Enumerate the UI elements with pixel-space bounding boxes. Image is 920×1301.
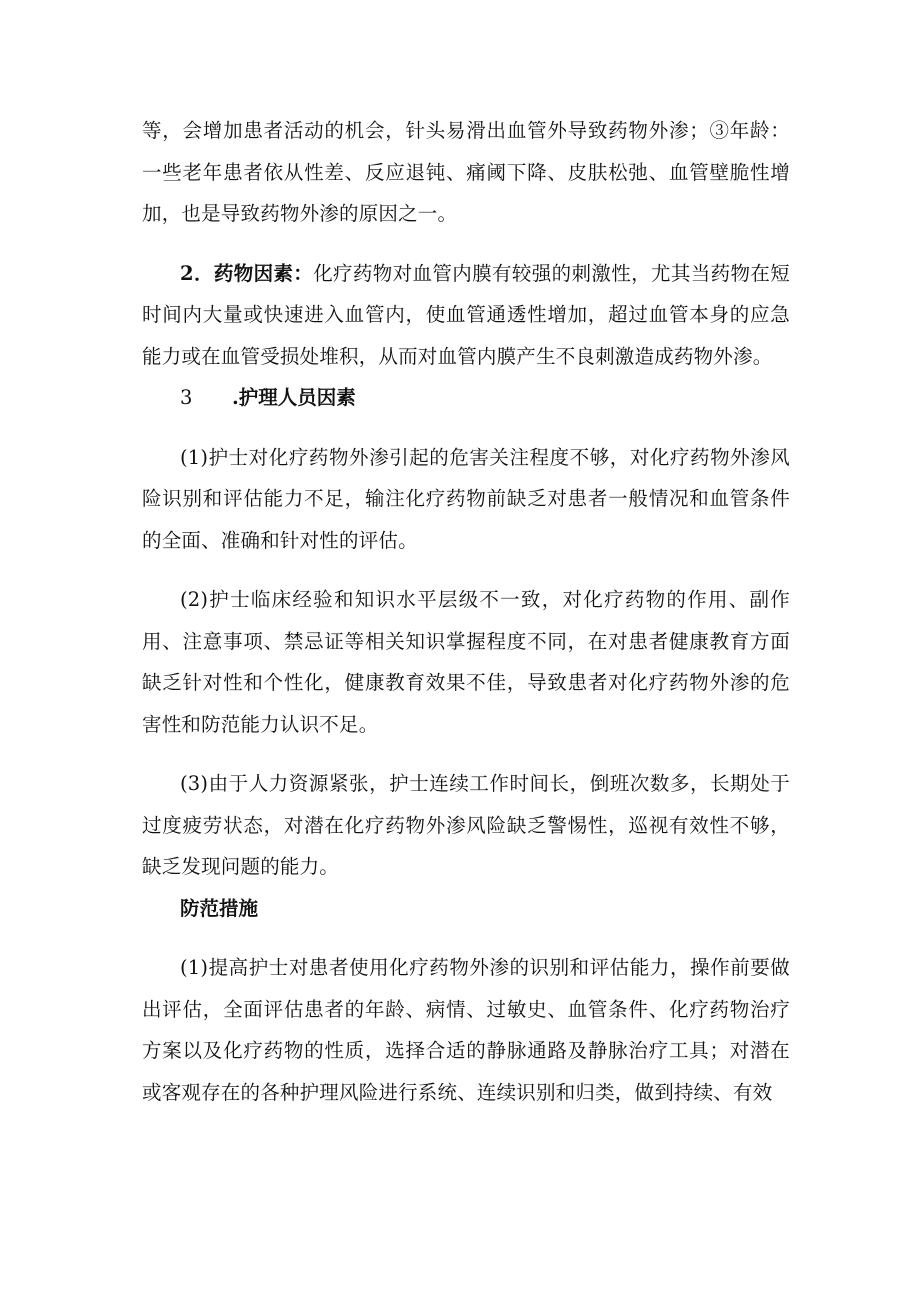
document-page (142, 110, 790, 1113)
paragraph-nurse-2: (2)护士临床经验和知识水平层级不一致，对化疗药物的作用、副作用、注意事项、禁忌证等相关知识掌握程度不同，在对患者健康教育方面缺乏针对性和个性化，健康教育效果不佳，导致患者对化疗药物外渗的危害性和防范能力认识不足。 (142, 588, 790, 736)
paragraph-age-factor: 等，会增加患者活动的机会，针头易滑出血管外导致药物外渗；③年龄：一些老年患者依从性差、反应退钝、痛阈下降、皮肤松弛、血管壁脆性增加，也是导致药物外渗的原因之一。 (142, 119, 790, 225)
paragraph-nurse-3: (3)由于人力资源紧张，护士连续工作时间长，倒班次数多，长期处于过度疲劳状态，对潜在化疗药物外渗风险缺乏警惕性，巡视有效性不够，缺乏发现问题的能力。 (142, 772, 790, 878)
paragraph-drug-factor (142, 253, 790, 378)
paragraph-nurse-1: (1)护士对化疗药物外渗引起的危害关注程度不够，对化疗药物外渗风险识别和评估能力不足，输注化疗药物前缺乏对患者一般情况和血管条件的全面、准确和针对性的评估。 (142, 445, 790, 552)
drug-factor-text: 化疗药物对血管内膜有较强的刺激性，尤其当药物在短时间内大量或快速进入血管内，使血管通透性增加，超过血管本身的应急能力或在血管受损处堆积，从而对血管内膜产生不良刺激造成药物外渗。 (142, 261, 790, 368)
section-heading-nurse-factor (142, 377, 790, 419)
drug-factor-label: 2．药物因素： (180, 261, 314, 285)
paragraph-prevention-1: (1)提高护士对患者使用化疗药物外渗的识别和评估能力，操作前要做出评估，全面评估患者的年龄、病情、过敏史、血管条件、化疗药物治疗方案以及化疗药物的性质，选择合适的静脉通路及静脉治疗工具；对潜在或客观存在的各种护理风险进行系统、连续识别和归类，做到持续、有效 (142, 956, 790, 1104)
section-title: .护理人员因素 (232, 386, 356, 409)
section-heading-prevention: 防范措施 (180, 896, 259, 920)
section-number: 3 (180, 386, 193, 409)
